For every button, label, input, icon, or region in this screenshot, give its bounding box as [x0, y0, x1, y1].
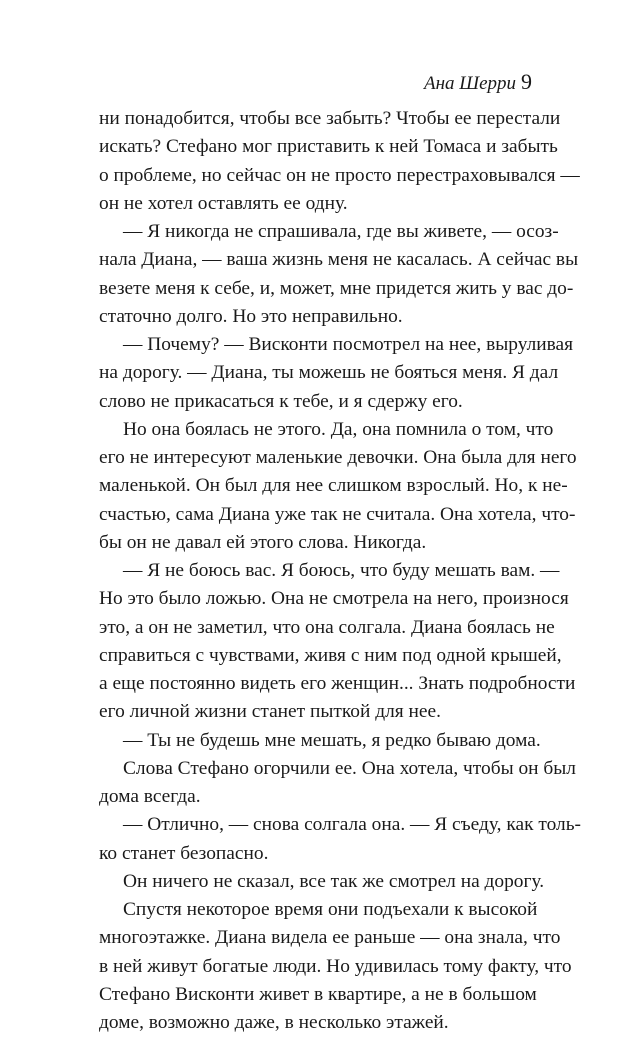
text-line: ко станет безопасно. [99, 842, 269, 864]
running-head [424, 70, 532, 96]
paragraph [99, 811, 581, 868]
text-line: — Почему? — Висконти посмотрел на нее, выруливая [123, 334, 574, 355]
text-line: многоэтажке. Диана видела ее раньше — она знала, что [99, 927, 561, 949]
text-line: бы он не давал ей этого слова. Никогда. [99, 531, 427, 553]
paragraph [99, 727, 541, 755]
paragraph [99, 218, 579, 331]
text-line: Спустя некоторое время они подъехали к высокой [123, 899, 538, 920]
page-number: 9 [521, 69, 532, 94]
text-line: его личной жизни станет пыткой для нее. [99, 701, 441, 723]
paragraph [99, 896, 572, 1037]
text-line: искать? Стефано мог приставить к ней Томаса и забыть [99, 136, 558, 158]
text-line: доме, возможно даже, в несколько этажей. [99, 1012, 449, 1033]
text-line: дома всегда. [99, 786, 201, 807]
text-line: на дорогу. — Диана, ты можешь не бояться меня. Я дал [99, 362, 559, 384]
text-line: его не интересуют маленькие девочки. Она была для него [99, 447, 577, 468]
paragraph [99, 755, 576, 812]
text-line: — Отлично, — снова солгала она. — Я съеду, как толь- [123, 814, 581, 836]
text-line: а еще постоянно видеть его женщин... Знать подробности [99, 673, 576, 694]
text-line: Но она боялась не этого. Да, она помнила о том, что [123, 418, 554, 440]
paragraph [99, 557, 576, 727]
text-line: это, а он не заметил, что она солгала. Диана боялась не [99, 616, 555, 638]
text-line: слово не прикасаться к тебе, и я сдержу его. [99, 390, 463, 412]
text-line: о проблеме, но сейчас он не просто перестраховывался — [99, 164, 580, 186]
text-line: ни понадобится, чтобы все забыть? Чтобы ее перестали [99, 108, 561, 129]
text-line: Он ничего не сказал, все так же смотрел на дорогу. [123, 870, 545, 892]
text-line: Стефано Висконти живет в квартире, а не в большом [99, 983, 537, 1005]
text-line: справиться с чувствами, живя с ним под одной крышей, [99, 644, 562, 666]
running-head-author: Ана Шерри [423, 73, 516, 94]
text-line: — Я никогда не спрашивала, где вы живете, — осоз- [123, 221, 559, 242]
text-line: — Я не боюсь вас. Я боюсь, что буду мешать вам. — [123, 560, 560, 581]
text-line: Но это было ложью. Она не смотрела на него, произнося [99, 588, 569, 610]
text-line: счастью, сама Диана уже так не считала. Она хотела, что- [99, 503, 576, 525]
paragraph [99, 416, 577, 557]
paragraph [99, 868, 545, 896]
text-line: — Ты не будешь мне мешать, я редко бываю дома. [123, 729, 541, 751]
paragraph [99, 331, 574, 416]
body-text [99, 105, 581, 1037]
paragraph [99, 105, 580, 218]
text-line: в ней живут богатые люди. Но удивилась тому факту, что [99, 955, 572, 977]
text-line: статочно долго. Но это неправильно. [99, 305, 403, 327]
text-line: Слова Стефано огорчили ее. Она хотела, чтобы он был [123, 757, 576, 779]
text-line: он не хотел оставлять ее одну. [99, 192, 348, 214]
text-line: маленькой. Он был для нее слишком взрослый. Но, к не- [99, 475, 568, 497]
text-line: везете меня к себе, и, может, мне придется жить у вас до- [99, 277, 574, 299]
text-line: нала Диана, — ваша жизнь меня не касалась. А сейчас вы [99, 249, 579, 271]
